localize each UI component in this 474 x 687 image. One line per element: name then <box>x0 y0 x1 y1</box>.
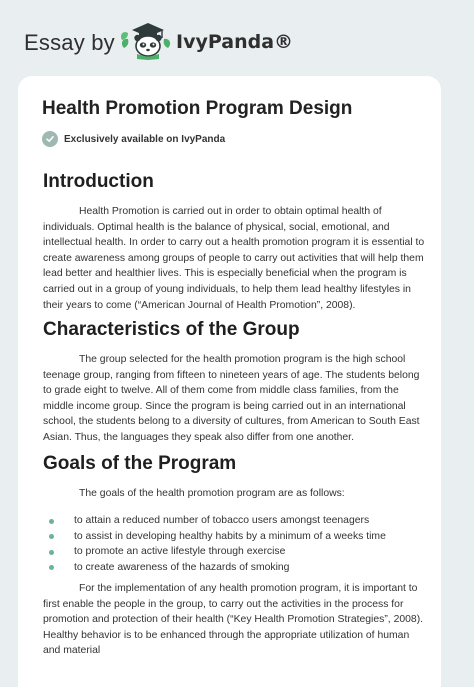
section-heading-goals: Goals of the Program <box>43 453 237 474</box>
ivypanda-logo-icon[interactable] <box>118 18 174 60</box>
implementation-paragraph: For the implementation of any health promotion program, it is important to first enable the people in the group, to carry out the activities in the process for promotion and protection of their health (“Key Health Promotion Strategies”, 2008). Healthy behavior is to be enhanced through the appropriate utilization of human and material <box>43 583 424 657</box>
characteristics-paragraph: The group selected for the health promotion program is the high school teenage group, ranging from fifteen to nineteen years of age. The students belong to grade eight to twelve. All of them come from middle class families, from the middle income group. Since the program is being carried out in an international school, the students belong to a diversity of cultures, from American to South East Asian. Thus, the languages they speak also differ from one another. <box>43 354 420 443</box>
list-item-text: to attain a reduced number of tobacco users amongst teenagers <box>74 515 370 526</box>
list-item <box>43 544 427 560</box>
section-heading-characteristics: Characteristics of the Group <box>43 319 300 340</box>
exclusive-badge <box>42 130 225 148</box>
list-item-text: to create awareness of the hazards of smoking <box>74 561 290 573</box>
check-icon <box>42 131 58 147</box>
list-item <box>43 529 427 545</box>
bullet-icon <box>49 565 54 570</box>
section-heading-introduction: Introduction <box>43 171 154 192</box>
site-header <box>0 0 474 80</box>
list-item <box>43 513 427 529</box>
ivypanda-brand-name[interactable]: IvyPanda® <box>176 31 294 53</box>
list-item-text: to assist in developing healthy habits by a minimum of a weeks time <box>74 530 386 542</box>
document-card <box>18 76 441 687</box>
essay-by-label: Essay by <box>24 30 115 55</box>
bullet-icon <box>49 534 54 539</box>
bullet-icon <box>49 519 54 524</box>
exclusive-badge-text: Exclusively available on IvyPanda <box>64 133 226 145</box>
list-item <box>43 560 427 576</box>
introduction-paragraph: Health Promotion is carried out in order to obtain optimal health of individuals. Optimal health is the balance of physical, social, emotional, and intellectual health. In order to carry out a health promotion program it is essential to create awareness among groups of people to carry out activities that will help them lead better and healthier lives. This is especially beneficial when the program is carried out in a group of young individuals, to help them lead healthy lifestyles in their years to come (“American Journal of Health Promotion”, 2008). <box>43 206 425 311</box>
document-title: Health Promotion Program Design <box>42 98 353 119</box>
bullet-icon <box>49 550 54 555</box>
goals-intro: The goals of the health promotion program are as follows: <box>79 488 345 499</box>
goals-list <box>43 513 427 575</box>
list-item-text: to promote an active lifestyle through exercise <box>74 546 286 558</box>
